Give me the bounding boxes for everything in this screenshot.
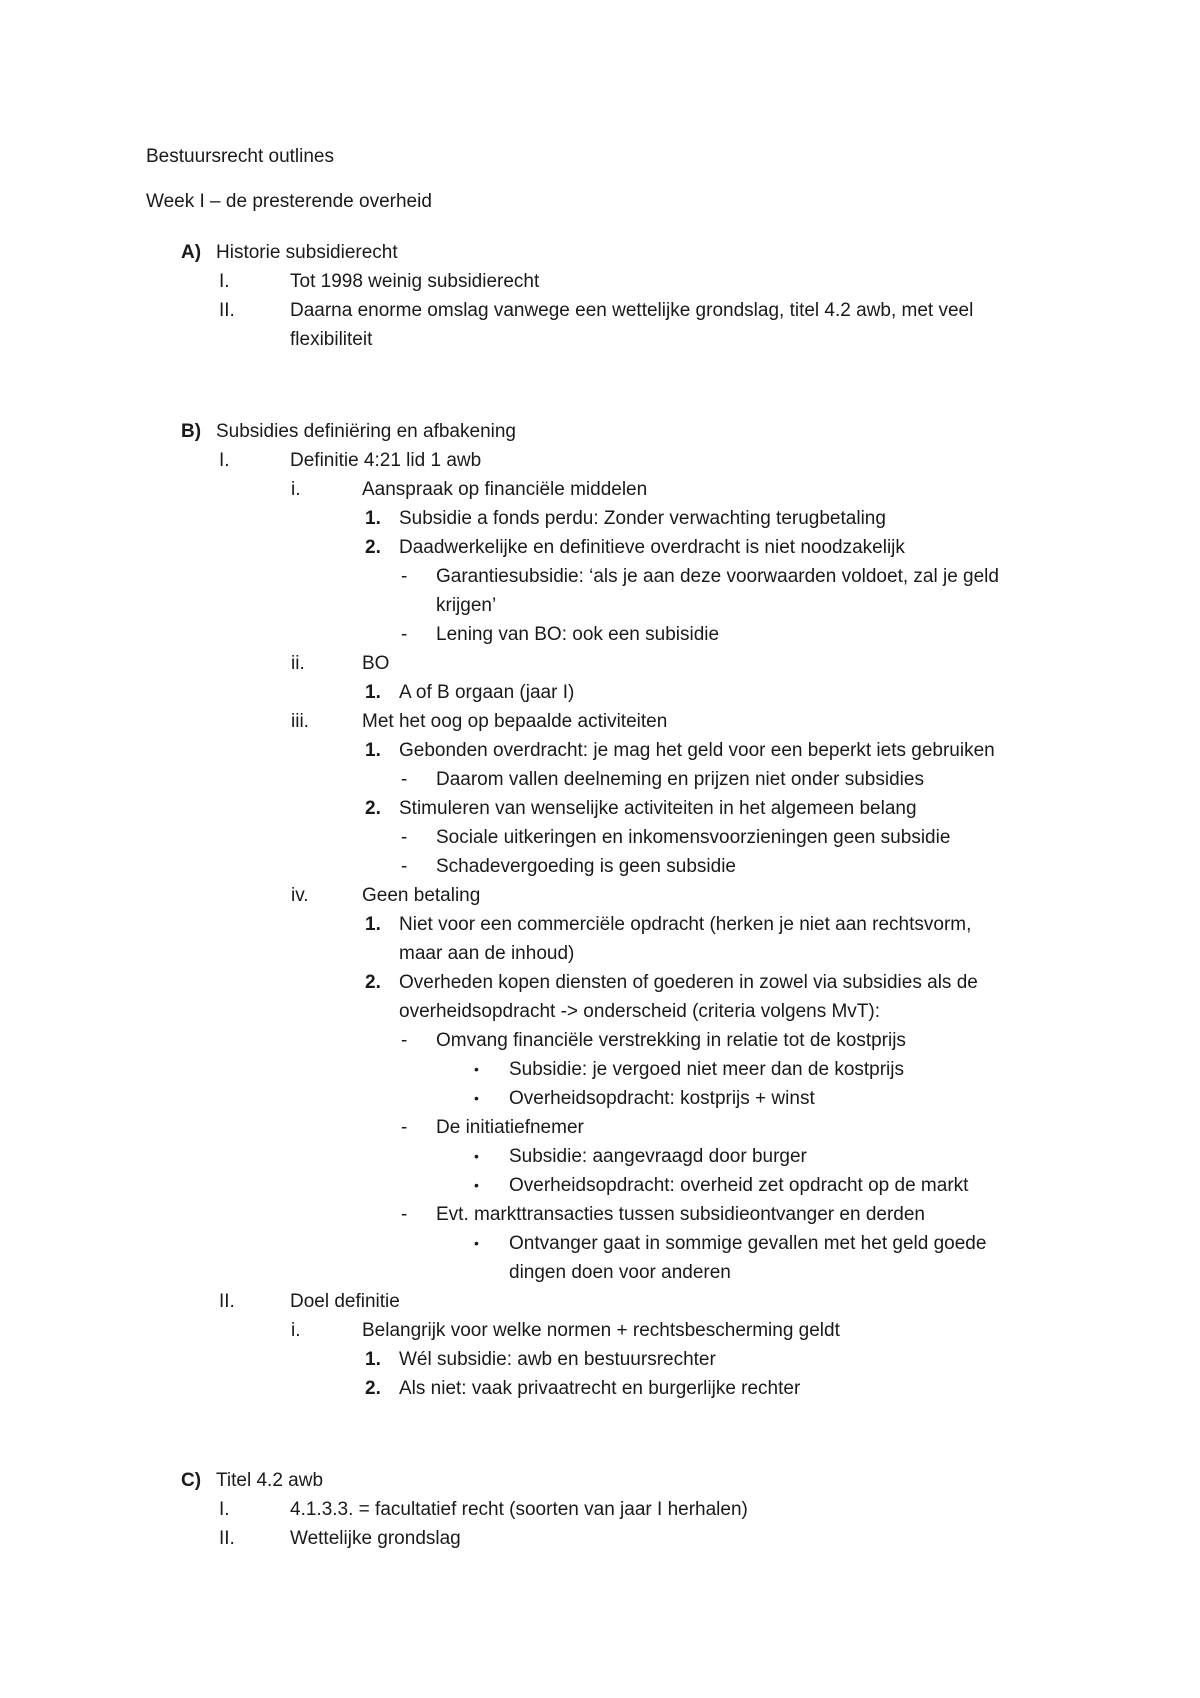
list-marker: - bbox=[401, 769, 408, 790]
document-title: Bestuursrecht outlines bbox=[146, 146, 334, 167]
list-marker: iii. bbox=[291, 711, 309, 732]
list-marker: i. bbox=[291, 1320, 301, 1341]
week-heading: Week I – de presterende overheid bbox=[146, 191, 432, 212]
list-marker: II. bbox=[219, 1528, 235, 1549]
list-item-text: flexibiliteit bbox=[290, 329, 373, 350]
list-marker: - bbox=[401, 1117, 408, 1138]
list-marker: • bbox=[474, 1061, 479, 1077]
list-item-text: Titel 4.2 awb bbox=[216, 1470, 324, 1491]
list-item-text: Ontvanger gaat in sommige gevallen met het geld goede bbox=[509, 1233, 987, 1254]
list-item-text: Overheidsopdracht: kostprijs + winst bbox=[509, 1088, 815, 1109]
list-item-text: Met het oog op bepaalde activiteiten bbox=[362, 711, 668, 732]
list-item-text: Omvang financiële verstrekking in relatie tot de kostprijs bbox=[436, 1030, 906, 1051]
list-marker: 1. bbox=[365, 740, 381, 761]
list-marker: iv. bbox=[291, 885, 309, 906]
list-marker: 1. bbox=[365, 914, 381, 935]
list-item-text: Geen betaling bbox=[362, 885, 481, 906]
list-marker: I. bbox=[219, 1499, 230, 1520]
list-marker: • bbox=[474, 1148, 479, 1164]
list-item-text: Belangrijk voor welke normen + rechtsbescherming geldt bbox=[362, 1320, 840, 1341]
list-item-text: Subsidie a fonds perdu: Zonder verwachting terugbetaling bbox=[399, 508, 886, 529]
list-item-text: De initiatiefnemer bbox=[436, 1117, 584, 1138]
list-marker: - bbox=[401, 856, 408, 877]
list-item-text: Overheidsopdracht: overheid zet opdracht op de markt bbox=[509, 1175, 969, 1196]
list-marker: ii. bbox=[291, 653, 305, 674]
list-marker: i. bbox=[291, 479, 301, 500]
list-item-text: Historie subsidierecht bbox=[216, 242, 398, 263]
list-marker: 2. bbox=[365, 972, 381, 993]
list-item-text: Doel definitie bbox=[290, 1291, 400, 1312]
list-marker: 1. bbox=[365, 1349, 381, 1370]
list-marker: • bbox=[474, 1177, 479, 1193]
list-item-text: Schadevergoeding is geen subsidie bbox=[436, 856, 736, 877]
list-marker: II. bbox=[219, 1291, 235, 1312]
list-marker: - bbox=[401, 1204, 408, 1225]
list-item-text: Tot 1998 weinig subsidierecht bbox=[290, 271, 540, 292]
list-marker: - bbox=[401, 624, 408, 645]
list-marker: 1. bbox=[365, 682, 381, 703]
list-item-text: Subsidie: aangevraagd door burger bbox=[509, 1146, 807, 1167]
list-item-text: dingen doen voor anderen bbox=[509, 1262, 731, 1283]
list-item-text: maar aan de inhoud) bbox=[399, 943, 575, 964]
list-item-text: Subsidies definiëring en afbakening bbox=[216, 421, 516, 442]
list-item-text: Stimuleren van wenselijke activiteiten in het algemeen belang bbox=[399, 798, 917, 819]
list-marker: B) bbox=[181, 421, 202, 442]
list-marker: I. bbox=[219, 271, 230, 292]
list-item-text: krijgen’ bbox=[436, 595, 497, 616]
list-marker: C) bbox=[181, 1470, 202, 1491]
list-item-text: Daarna enorme omslag vanwege een wettelijke grondslag, titel 4.2 awb, met veel bbox=[290, 300, 974, 321]
list-item-text: Daadwerkelijke en definitieve overdracht is niet noodzakelijk bbox=[399, 537, 905, 558]
list-item-text: Lening van BO: ook een subisidie bbox=[436, 624, 720, 645]
list-item-text: Evt. markttransacties tussen subsidieontvanger en derden bbox=[436, 1204, 925, 1225]
list-item-text: Subsidie: je vergoed niet meer dan de kostprijs bbox=[509, 1059, 905, 1080]
list-item-text: Wettelijke grondslag bbox=[290, 1528, 461, 1549]
list-marker: 2. bbox=[365, 798, 381, 819]
list-item-text: Wél subsidie: awb en bestuursrechter bbox=[399, 1349, 716, 1370]
list-item-text: Daarom vallen deelneming en prijzen niet onder subsidies bbox=[436, 769, 924, 790]
list-marker: • bbox=[474, 1090, 479, 1106]
list-item-text: BO bbox=[362, 653, 390, 674]
list-item-text: Aanspraak op financiële middelen bbox=[362, 479, 648, 500]
list-marker: II. bbox=[219, 300, 235, 321]
list-item-text: overheidsopdracht -> onderscheid (criteria volgens MvT): bbox=[399, 1001, 881, 1022]
list-marker: - bbox=[401, 1030, 408, 1051]
list-item-text: Overheden kopen diensten of goederen in zowel via subsidies als de bbox=[399, 972, 978, 993]
list-marker: • bbox=[474, 1235, 479, 1251]
list-marker: 2. bbox=[365, 1378, 381, 1399]
list-item-text: A of B orgaan (jaar I) bbox=[399, 682, 575, 703]
list-marker: - bbox=[401, 566, 408, 587]
list-item-text: Garantiesubsidie: ‘als je aan deze voorwaarden voldoet, zal je geld bbox=[436, 566, 999, 587]
list-item-text: Definitie 4:21 lid 1 awb bbox=[290, 450, 482, 471]
list-item-text: 4.1.3.3. = facultatief recht (soorten van jaar I herhalen) bbox=[290, 1499, 748, 1520]
list-marker: 2. bbox=[365, 537, 381, 558]
list-item-text: Niet voor een commerciële opdracht (herken je niet aan rechtsvorm, bbox=[399, 914, 972, 935]
list-marker: I. bbox=[219, 450, 230, 471]
list-marker: A) bbox=[181, 242, 202, 263]
list-item-text: Sociale uitkeringen en inkomensvoorzieningen geen subsidie bbox=[436, 827, 951, 848]
list-item-text: Gebonden overdracht: je mag het geld voor een beperkt iets gebruiken bbox=[399, 740, 995, 761]
list-marker: 1. bbox=[365, 508, 381, 529]
list-marker: - bbox=[401, 827, 408, 848]
list-item-text: Als niet: vaak privaatrecht en burgerlijke rechter bbox=[399, 1378, 801, 1399]
